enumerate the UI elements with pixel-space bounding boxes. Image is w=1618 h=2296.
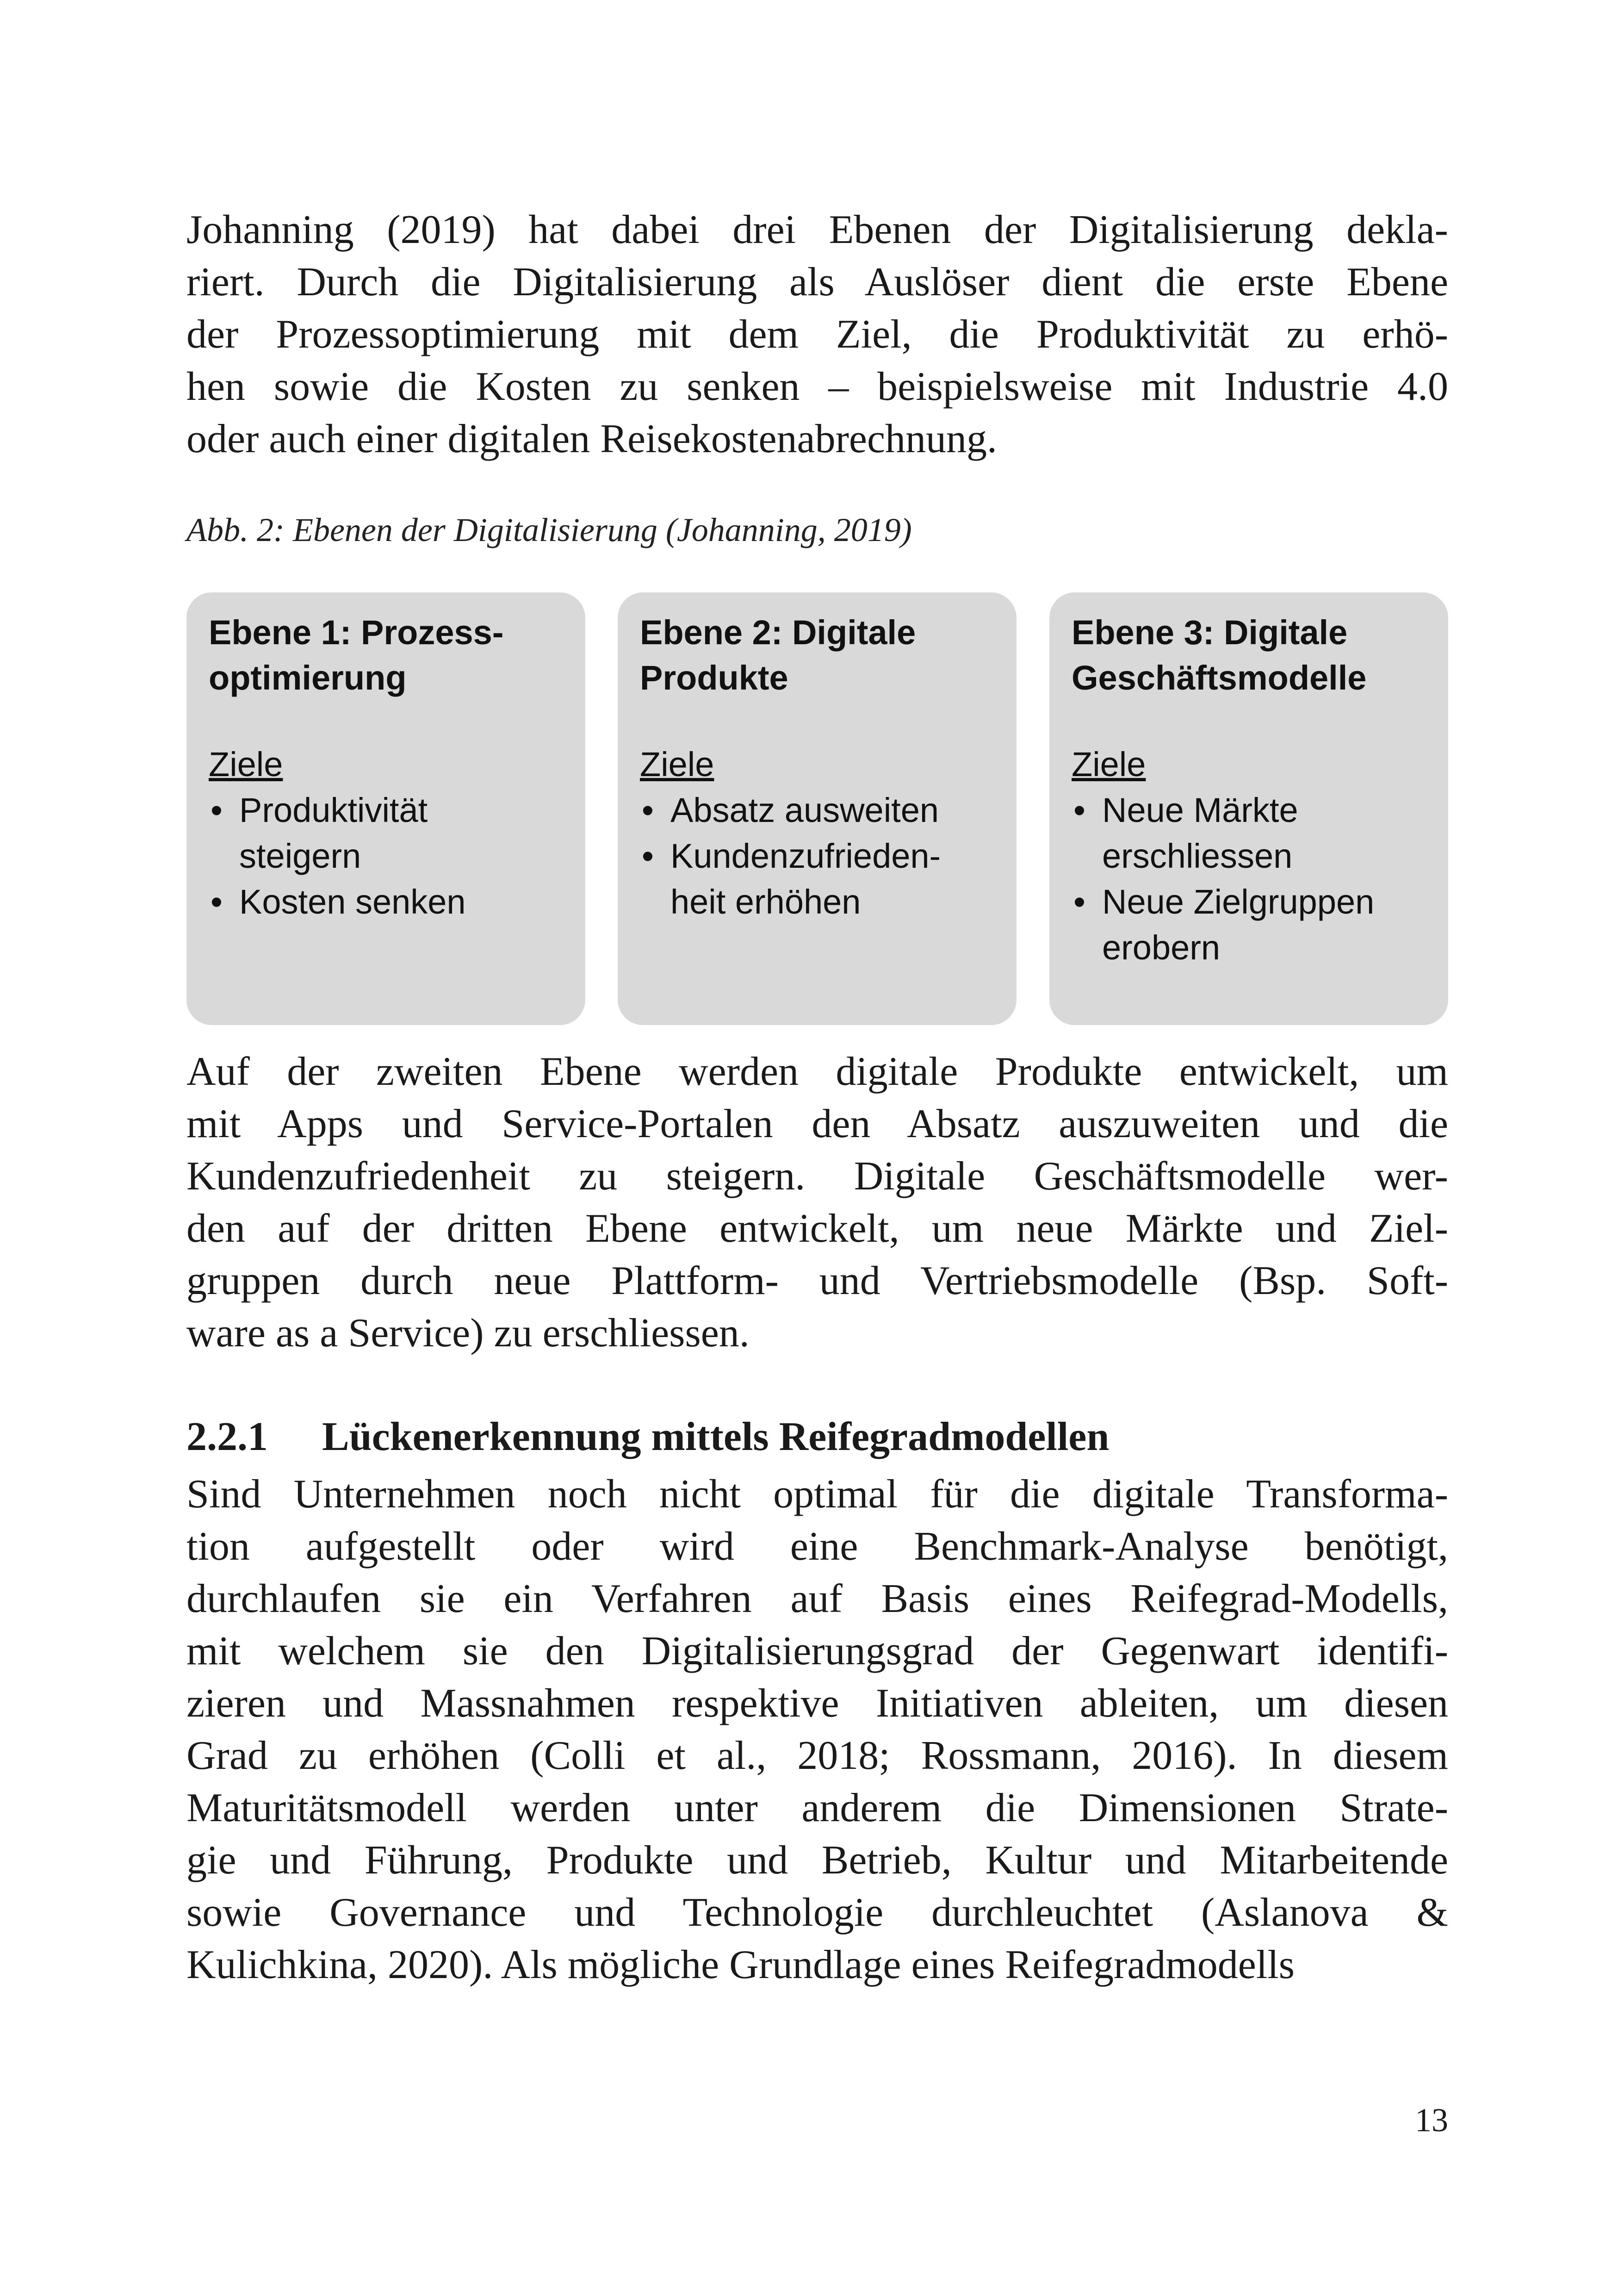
- paragraph-line: Grad zu erhöhen (Colli et al., 2018; Rossmann, 2016). In diesem: [186, 1733, 1448, 1778]
- paragraph-line: den auf der dritten Ebene entwickelt, um neue Märkte und Ziel-: [186, 1206, 1448, 1251]
- goals-list: [1072, 787, 1428, 971]
- paragraph-line: Kulichkina, 2020). Als mögliche Grundlage eines Reifegradmodells: [186, 1942, 1295, 1987]
- paragraph-line: Auf der zweiten Ebene werden digitale Produkte entwickelt, um: [186, 1049, 1448, 1094]
- level-box-1: [186, 592, 585, 1025]
- bullet-icon: •: [211, 791, 223, 829]
- goal-item: [640, 833, 996, 925]
- paragraph-line: Maturitätsmodell werden unter anderem die Dimensionen Strate-: [186, 1786, 1448, 1830]
- paragraph-line: ware as a Service) zu erschliessen.: [186, 1311, 750, 1356]
- bullet-icon: •: [211, 883, 223, 921]
- goals-label: Ziele: [640, 745, 714, 784]
- paragraph-line: sowie Governance und Technologie durchleuchtet (Aslanova &: [186, 1890, 1448, 1935]
- goal-item: [1072, 879, 1428, 971]
- goal-item: [209, 787, 565, 879]
- intro-paragraph: [186, 204, 1448, 465]
- paragraph-line: mit welchem sie den Digitalisierungsgrad der Gegenwart identifi-: [186, 1629, 1448, 1674]
- level-title: Ebene 3: Digitale Geschäftsmodelle: [1072, 613, 1367, 697]
- page-number: 13: [1415, 2102, 1448, 2139]
- paragraph-line: hen sowie die Kosten zu senken – beispielsweise mit Industrie 4.0: [186, 364, 1448, 409]
- goal-text: Produktivität steigern: [239, 791, 428, 875]
- level-box-3: [1049, 592, 1448, 1025]
- bullet-icon: •: [642, 837, 654, 875]
- goal-item: [1072, 787, 1428, 879]
- goals-label: Ziele: [209, 745, 283, 784]
- paragraph-line: Kundenzufriedenheit zu steigern. Digitale Geschäftsmodelle wer-: [186, 1154, 1448, 1199]
- paragraph-line: durchlaufen sie ein Verfahren auf Basis eines Reifegrad-Modells,: [186, 1576, 1448, 1621]
- paragraph-line: Johanning (2019) hat dabei drei Ebenen der Digitalisierung dekla-: [186, 207, 1448, 252]
- goals-list: [209, 787, 565, 925]
- goal-text: Kosten senken: [239, 883, 466, 921]
- paragraph-line: riert. Durch die Digitalisierung als Auslöser dient die erste Ebene: [186, 260, 1448, 305]
- paragraph-line: gie und Führung, Produkte und Betrieb, Kultur und Mitarbeitende: [186, 1838, 1448, 1883]
- goal-text: Kundenzufrieden- heit erhöhen: [670, 837, 941, 921]
- paragraph-line: oder auch einer digitalen Reisekostenabrechnung.: [186, 417, 998, 461]
- level-box-2: [618, 592, 1017, 1025]
- goal-item: [640, 787, 996, 833]
- section-title: Lückenerkennung mittels Reifegradmodellen: [322, 1414, 1110, 1459]
- goal-text: Neue Märkte erschliessen: [1102, 791, 1298, 875]
- paragraph-line: der Prozessoptimierung mit dem Ziel, die Produktivität zu erhö-: [186, 312, 1448, 357]
- section-number: 2.2.1: [186, 1414, 268, 1459]
- level-title: Ebene 2: Digitale Produkte: [640, 613, 916, 697]
- figure-caption: Abb. 2: Ebenen der Digitalisierung (Johanning, 2019): [186, 511, 912, 548]
- bullet-icon: •: [1073, 883, 1085, 921]
- paragraph-line: gruppen durch neue Plattform- und Vertriebsmodelle (Bsp. Soft-: [186, 1258, 1448, 1303]
- second-paragraph: [186, 1045, 1448, 1359]
- paragraph-line: mit Apps und Service-Portalen den Absatz auszuweiten und die: [186, 1101, 1448, 1146]
- goal-text: Neue Zielgruppen erobern: [1102, 883, 1375, 967]
- goals-list: [640, 787, 996, 925]
- digitalization-levels-figure: [186, 592, 1448, 1025]
- level-title: Ebene 1: Prozess- optimierung: [209, 613, 504, 697]
- goals-label: Ziele: [1072, 745, 1146, 784]
- paragraph-line: tion aufgestellt oder wird eine Benchmark-Analyse benötigt,: [186, 1524, 1448, 1569]
- bullet-icon: •: [642, 791, 654, 829]
- third-paragraph: [186, 1468, 1448, 1991]
- goal-text: Absatz ausweiten: [670, 791, 939, 829]
- paragraph-line: Sind Unternehmen noch nicht optimal für die digitale Transforma-: [186, 1472, 1448, 1517]
- goal-item: [209, 879, 565, 925]
- section-heading: [186, 1414, 1109, 1460]
- paragraph-line: zieren und Massnahmen respektive Initiativen ableiten, um diesen: [186, 1681, 1448, 1726]
- bullet-icon: •: [1073, 791, 1085, 829]
